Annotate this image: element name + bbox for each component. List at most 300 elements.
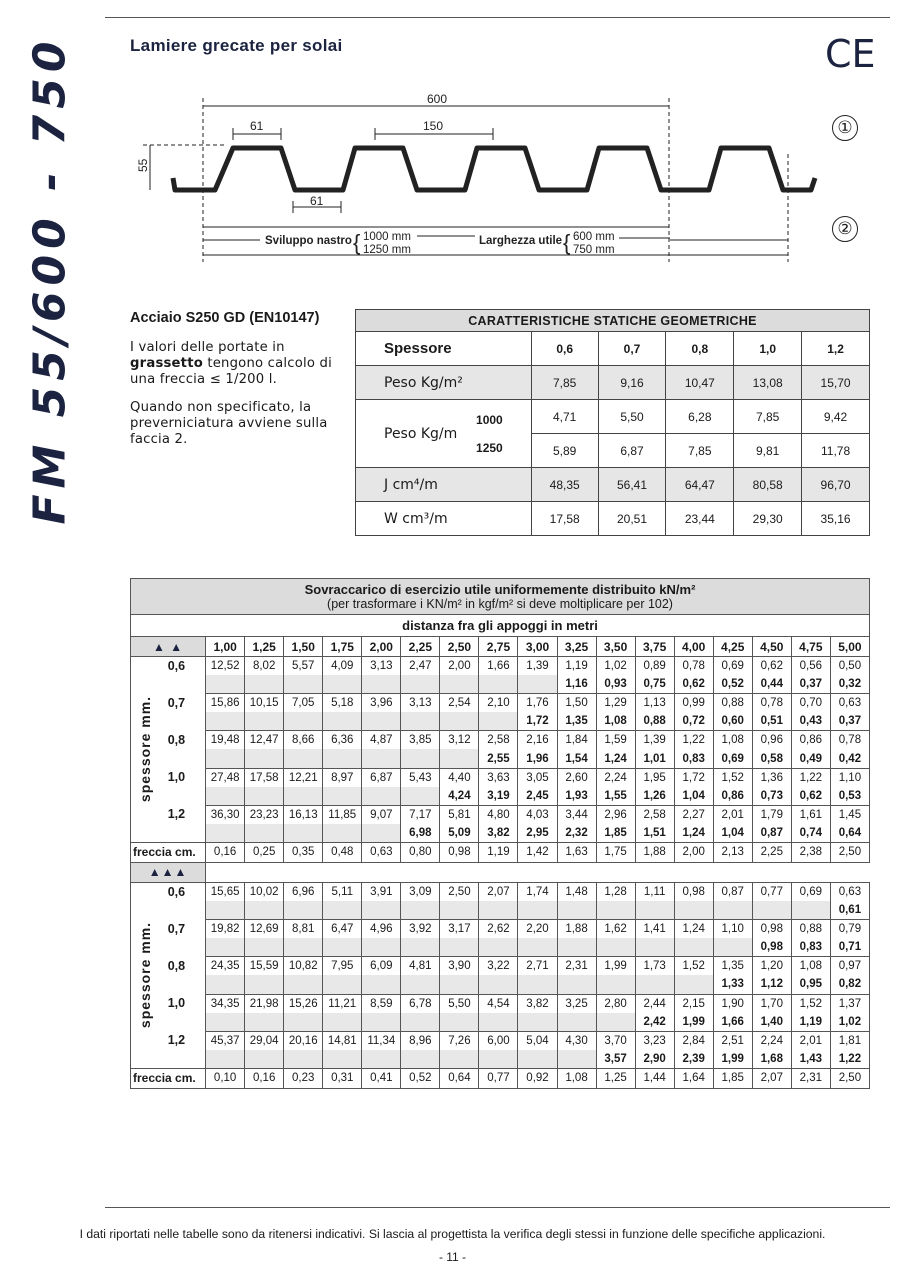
load-value: 0,50 bbox=[830, 657, 869, 676]
w-val: 23,44 bbox=[666, 502, 734, 536]
load-value-bold bbox=[323, 675, 362, 694]
freccia-value: 2,00 bbox=[674, 842, 713, 862]
load-value: 5,18 bbox=[323, 694, 362, 713]
thickness-label: 1,0 bbox=[131, 768, 206, 805]
load-value-bold: 1,72 bbox=[518, 712, 557, 731]
marker-1-icon: ① bbox=[832, 115, 858, 141]
freccia-value: 2,38 bbox=[791, 842, 830, 862]
spessore-val: 1,2 bbox=[802, 332, 870, 366]
load-value: 6,36 bbox=[323, 731, 362, 750]
span-header bbox=[479, 862, 518, 882]
brace-2-icon: { bbox=[563, 230, 571, 255]
load-value-bold: 0,71 bbox=[830, 938, 869, 957]
load-value: 1,52 bbox=[713, 768, 752, 787]
load-value-bold: 1,04 bbox=[674, 787, 713, 806]
load-value: 2,80 bbox=[596, 994, 635, 1013]
freccia-value: 2,07 bbox=[752, 1068, 791, 1088]
freccia-value: 0,41 bbox=[362, 1068, 401, 1088]
load-value-bold bbox=[518, 938, 557, 957]
sviluppo-1000: 1000 mm bbox=[363, 231, 411, 243]
span-header: 2,75 bbox=[479, 637, 518, 657]
load-value-bold: 1,22 bbox=[830, 1050, 869, 1069]
load-value-bold bbox=[713, 938, 752, 957]
load-value: 3,91 bbox=[362, 882, 401, 901]
load-value-bold bbox=[674, 975, 713, 994]
load-value: 1,10 bbox=[713, 920, 752, 939]
load-value-bold: 0,37 bbox=[830, 712, 869, 731]
larghezza-600: 600 mm bbox=[573, 231, 615, 243]
product-code-vertical: FM 55/600 - 750 bbox=[24, 35, 76, 525]
load-value: 1,20 bbox=[752, 957, 791, 976]
load-value-bold bbox=[674, 938, 713, 957]
load-value: 1,08 bbox=[791, 957, 830, 976]
load-value-bold bbox=[323, 975, 362, 994]
load-value: 0,69 bbox=[713, 657, 752, 676]
load-value: 15,65 bbox=[206, 882, 245, 901]
thickness-label: 0,8 bbox=[131, 731, 206, 768]
span-header: 1,50 bbox=[284, 637, 323, 657]
load-value-bold: 1,66 bbox=[713, 1013, 752, 1032]
load-value-bold: 1,93 bbox=[557, 787, 596, 806]
load-value: 1,39 bbox=[635, 731, 674, 750]
load-value: 10,15 bbox=[245, 694, 284, 713]
load-value: 4,03 bbox=[518, 805, 557, 824]
load-value-bold: 0,51 bbox=[752, 712, 791, 731]
load-value-bold bbox=[323, 1050, 362, 1069]
peso-m-1000-val: 4,71 bbox=[531, 400, 598, 434]
load-value: 3,17 bbox=[440, 920, 479, 939]
load-value-bold bbox=[206, 749, 245, 768]
span-header: 1,25 bbox=[245, 637, 284, 657]
load-value: 4,54 bbox=[479, 994, 518, 1013]
load-value: 1,95 bbox=[635, 768, 674, 787]
load-value: 4,80 bbox=[479, 805, 518, 824]
load-value: 12,47 bbox=[245, 731, 284, 750]
load-value-bold: 1,08 bbox=[596, 712, 635, 731]
load-value: 2,50 bbox=[440, 882, 479, 901]
load-value: 10,02 bbox=[245, 882, 284, 901]
load-value: 14,81 bbox=[323, 1031, 362, 1050]
load-value: 11,21 bbox=[323, 994, 362, 1013]
dim-55: 55 bbox=[136, 158, 150, 172]
distance-header: distanza fra gli appoggi in metri bbox=[131, 615, 870, 637]
peso-m-1000-val: 9,42 bbox=[802, 400, 870, 434]
load-value: 0,88 bbox=[713, 694, 752, 713]
load-value-bold bbox=[206, 975, 245, 994]
marker-2-icon: ② bbox=[832, 216, 858, 242]
support-icon: ▲ ▲ bbox=[131, 637, 206, 657]
load-value: 2,62 bbox=[479, 920, 518, 939]
peso-m-1250-val: 5,89 bbox=[531, 434, 598, 468]
load-value-bold bbox=[401, 675, 440, 694]
load-value-bold bbox=[206, 1050, 245, 1069]
load-value: 1,19 bbox=[557, 657, 596, 676]
load-value: 2,01 bbox=[791, 1031, 830, 1050]
load-value: 7,17 bbox=[401, 805, 440, 824]
spessore-val: 0,6 bbox=[531, 332, 598, 366]
load-value-bold bbox=[596, 975, 635, 994]
load-value-bold: 3,82 bbox=[479, 824, 518, 843]
load-value: 2,24 bbox=[596, 768, 635, 787]
load-title: Sovraccarico di esercizio utile uniformemente distribuito kN/m² bbox=[304, 581, 696, 597]
load-value-bold bbox=[323, 787, 362, 806]
load-value-bold bbox=[401, 749, 440, 768]
load-value: 8,96 bbox=[401, 1031, 440, 1050]
load-value-bold: 0,44 bbox=[752, 675, 791, 694]
load-value-bold: 1,24 bbox=[674, 824, 713, 843]
load-value-bold: 1,26 bbox=[635, 787, 674, 806]
dim-61-bottom: 61 bbox=[310, 194, 324, 208]
load-value: 2,71 bbox=[518, 957, 557, 976]
peso-m-1250-val: 6,87 bbox=[598, 434, 666, 468]
load-value-bold bbox=[518, 975, 557, 994]
load-value-bold: 0,32 bbox=[830, 675, 869, 694]
load-value: 3,05 bbox=[518, 768, 557, 787]
note-1a: I valori delle portate in bbox=[130, 340, 285, 355]
span-header bbox=[284, 862, 323, 882]
profile-diagram bbox=[105, 90, 825, 275]
load-value: 11,34 bbox=[362, 1031, 401, 1050]
load-value-bold bbox=[557, 975, 596, 994]
load-value: 8,66 bbox=[284, 731, 323, 750]
load-value-bold bbox=[323, 824, 362, 843]
load-value-bold bbox=[323, 901, 362, 920]
load-value-bold bbox=[674, 901, 713, 920]
load-value-bold: 0,82 bbox=[830, 975, 869, 994]
spessore-side-label: spessore mm. bbox=[137, 696, 154, 803]
load-value: 4,30 bbox=[557, 1031, 596, 1050]
brace-1-icon: { bbox=[353, 230, 361, 255]
load-value: 5,43 bbox=[401, 768, 440, 787]
freccia-value: 2,31 bbox=[791, 1068, 830, 1088]
load-value: 0,63 bbox=[830, 882, 869, 901]
span-header: 1,75 bbox=[323, 637, 362, 657]
notes-block bbox=[130, 310, 340, 460]
span-header: 4,25 bbox=[713, 637, 752, 657]
load-value-bold bbox=[323, 1013, 362, 1032]
load-value: 0,79 bbox=[830, 920, 869, 939]
load-value: 17,58 bbox=[245, 768, 284, 787]
j-val: 96,70 bbox=[802, 468, 870, 502]
load-value-bold: 0,74 bbox=[791, 824, 830, 843]
load-value: 4,81 bbox=[401, 957, 440, 976]
j-val: 56,41 bbox=[598, 468, 666, 502]
load-value: 4,87 bbox=[362, 731, 401, 750]
load-value: 1,22 bbox=[674, 731, 713, 750]
larghezza-label: Larghezza utile bbox=[479, 235, 563, 247]
load-value: 0,99 bbox=[674, 694, 713, 713]
freccia-value: 0,80 bbox=[401, 842, 440, 862]
load-value-bold bbox=[401, 712, 440, 731]
load-value-bold bbox=[479, 938, 518, 957]
span-header: 3,75 bbox=[635, 637, 674, 657]
load-value: 15,86 bbox=[206, 694, 245, 713]
load-value-bold: 1,12 bbox=[752, 975, 791, 994]
load-value: 12,21 bbox=[284, 768, 323, 787]
load-value-bold bbox=[479, 712, 518, 731]
load-value-bold: 0,62 bbox=[791, 787, 830, 806]
load-value: 3,92 bbox=[401, 920, 440, 939]
load-value: 1,41 bbox=[635, 920, 674, 939]
peso-m-label: Peso Kg/m bbox=[384, 425, 458, 442]
span-header bbox=[635, 862, 674, 882]
freccia-value: 0,48 bbox=[323, 842, 362, 862]
load-value-bold bbox=[245, 824, 284, 843]
load-value: 2,96 bbox=[596, 805, 635, 824]
load-value-bold bbox=[206, 901, 245, 920]
load-value-bold: 1,54 bbox=[557, 749, 596, 768]
load-value: 2,60 bbox=[557, 768, 596, 787]
load-value-bold bbox=[323, 712, 362, 731]
freccia-value: 1,85 bbox=[713, 1068, 752, 1088]
load-value: 6,87 bbox=[362, 768, 401, 787]
load-value-bold: 3,19 bbox=[479, 787, 518, 806]
peso-m2-val: 15,70 bbox=[802, 366, 870, 400]
load-value-bold: 0,62 bbox=[674, 675, 713, 694]
peso-m2-val: 7,85 bbox=[531, 366, 598, 400]
load-value: 5,50 bbox=[440, 994, 479, 1013]
support-icon: ▲▲▲ bbox=[131, 862, 206, 882]
load-value-bold: 0,95 bbox=[791, 975, 830, 994]
peso-m-cell bbox=[356, 400, 532, 468]
load-value: 1,99 bbox=[596, 957, 635, 976]
load-value-bold: 0,87 bbox=[752, 824, 791, 843]
freccia-value: 0,10 bbox=[206, 1068, 245, 1088]
load-value: 8,59 bbox=[362, 994, 401, 1013]
load-value-bold bbox=[479, 675, 518, 694]
w-val: 35,16 bbox=[802, 502, 870, 536]
span-header: 4,00 bbox=[674, 637, 713, 657]
note-bold-values bbox=[130, 340, 340, 388]
load-value-bold: 0,61 bbox=[830, 901, 869, 920]
load-value-bold: 2,39 bbox=[674, 1050, 713, 1069]
j-val: 64,47 bbox=[666, 468, 734, 502]
load-value-bold bbox=[362, 749, 401, 768]
thickness-label: 0,7 bbox=[131, 694, 206, 731]
load-value: 0,87 bbox=[713, 882, 752, 901]
load-value: 1,61 bbox=[791, 805, 830, 824]
load-value: 2,16 bbox=[518, 731, 557, 750]
span-header: 5,00 bbox=[830, 637, 869, 657]
load-value: 3,63 bbox=[479, 768, 518, 787]
span-header bbox=[674, 862, 713, 882]
load-value-bold bbox=[362, 675, 401, 694]
load-value-bold bbox=[245, 1050, 284, 1069]
load-value: 34,35 bbox=[206, 994, 245, 1013]
load-value-bold: 0,58 bbox=[752, 749, 791, 768]
span-header: 2,00 bbox=[362, 637, 401, 657]
load-value-bold bbox=[635, 975, 674, 994]
w-val: 20,51 bbox=[598, 502, 666, 536]
sviluppo-label: Sviluppo nastro bbox=[265, 235, 352, 247]
load-value: 23,23 bbox=[245, 805, 284, 824]
load-value: 1,35 bbox=[713, 957, 752, 976]
load-value: 11,85 bbox=[323, 805, 362, 824]
load-value-bold bbox=[245, 975, 284, 994]
load-value-bold bbox=[401, 975, 440, 994]
load-value: 6,09 bbox=[362, 957, 401, 976]
load-value-bold bbox=[206, 938, 245, 957]
load-value-bold: 0,60 bbox=[713, 712, 752, 731]
thickness-label: 0,7 bbox=[131, 920, 206, 957]
load-value: 2,01 bbox=[713, 805, 752, 824]
load-value-bold bbox=[557, 1013, 596, 1032]
load-value: 0,56 bbox=[791, 657, 830, 676]
load-value: 21,98 bbox=[245, 994, 284, 1013]
ce-mark-icon: CE bbox=[825, 32, 876, 76]
load-value-bold bbox=[596, 938, 635, 957]
load-value-bold: 1,99 bbox=[713, 1050, 752, 1069]
thickness-label: 1,2 bbox=[131, 1031, 206, 1068]
dim-61-top: 61 bbox=[250, 119, 264, 133]
load-value-bold: 5,09 bbox=[440, 824, 479, 843]
load-value-bold bbox=[557, 1050, 596, 1069]
load-value: 45,37 bbox=[206, 1031, 245, 1050]
load-value: 1,39 bbox=[518, 657, 557, 676]
freccia-value: 0,63 bbox=[362, 842, 401, 862]
load-value-bold: 1,24 bbox=[596, 749, 635, 768]
load-value: 3,44 bbox=[557, 805, 596, 824]
freccia-label: freccia cm. bbox=[131, 1068, 206, 1088]
load-value-bold: 1,33 bbox=[713, 975, 752, 994]
span-header bbox=[557, 862, 596, 882]
load-value-bold bbox=[440, 1013, 479, 1032]
load-value-bold: 0,64 bbox=[830, 824, 869, 843]
load-value: 16,13 bbox=[284, 805, 323, 824]
peso-m-1000-label: 1000 bbox=[476, 412, 503, 427]
load-value: 36,30 bbox=[206, 805, 245, 824]
load-value: 0,70 bbox=[791, 694, 830, 713]
load-value: 1,52 bbox=[674, 957, 713, 976]
load-value: 3,12 bbox=[440, 731, 479, 750]
load-value-bold bbox=[479, 901, 518, 920]
load-value-bold bbox=[362, 1013, 401, 1032]
peso-m2-val: 13,08 bbox=[734, 366, 802, 400]
load-value: 2,51 bbox=[713, 1031, 752, 1050]
j-label: J cm⁴/m bbox=[356, 468, 532, 502]
load-value-bold bbox=[284, 675, 323, 694]
load-value-bold bbox=[284, 1050, 323, 1069]
load-value: 5,04 bbox=[518, 1031, 557, 1050]
load-value-bold bbox=[206, 824, 245, 843]
freccia-value: 0,16 bbox=[245, 1068, 284, 1088]
spessore-label: Spessore bbox=[356, 332, 532, 366]
load-value: 1,88 bbox=[557, 920, 596, 939]
load-value-bold: 2,42 bbox=[635, 1013, 674, 1032]
load-value-bold: 0,83 bbox=[791, 938, 830, 957]
load-value-bold bbox=[245, 938, 284, 957]
load-value: 8,02 bbox=[245, 657, 284, 676]
load-value: 1,74 bbox=[518, 882, 557, 901]
load-value: 3,25 bbox=[557, 994, 596, 1013]
load-value: 6,78 bbox=[401, 994, 440, 1013]
load-value-bold: 1,35 bbox=[557, 712, 596, 731]
load-value: 2,15 bbox=[674, 994, 713, 1013]
load-value-bold bbox=[479, 1013, 518, 1032]
load-value: 1,81 bbox=[830, 1031, 869, 1050]
load-value: 20,16 bbox=[284, 1031, 323, 1050]
thickness-label: 0,6 bbox=[131, 657, 206, 694]
span-header bbox=[323, 862, 362, 882]
load-value: 1,13 bbox=[635, 694, 674, 713]
load-value: 2,84 bbox=[674, 1031, 713, 1050]
load-value: 5,57 bbox=[284, 657, 323, 676]
load-value-bold: 0,49 bbox=[791, 749, 830, 768]
peso-m-1000-val: 5,50 bbox=[598, 400, 666, 434]
span-header bbox=[440, 862, 479, 882]
load-value-bold bbox=[479, 1050, 518, 1069]
load-value: 1,72 bbox=[674, 768, 713, 787]
larghezza-750: 750 mm bbox=[573, 244, 615, 256]
load-value-bold: 2,45 bbox=[518, 787, 557, 806]
freccia-value: 0,35 bbox=[284, 842, 323, 862]
load-value-bold bbox=[752, 901, 791, 920]
load-value-bold: 1,16 bbox=[557, 675, 596, 694]
span-header: 4,75 bbox=[791, 637, 830, 657]
load-value: 2,58 bbox=[635, 805, 674, 824]
load-value: 1,48 bbox=[557, 882, 596, 901]
sviluppo-1250: 1250 mm bbox=[363, 244, 411, 256]
load-value: 3,09 bbox=[401, 882, 440, 901]
load-value-bold: 1,43 bbox=[791, 1050, 830, 1069]
freccia-value: 2,50 bbox=[830, 842, 869, 862]
load-value-bold bbox=[362, 824, 401, 843]
load-value-bold bbox=[401, 1050, 440, 1069]
load-value: 1,11 bbox=[635, 882, 674, 901]
span-header: 3,25 bbox=[557, 637, 596, 657]
bottom-rule bbox=[105, 1207, 890, 1208]
span-header bbox=[245, 862, 284, 882]
spessore-val: 0,8 bbox=[666, 332, 734, 366]
freccia-value: 0,77 bbox=[479, 1068, 518, 1088]
load-value-bold bbox=[362, 901, 401, 920]
load-value-bold bbox=[245, 712, 284, 731]
load-value-bold: 1,02 bbox=[830, 1013, 869, 1032]
load-value-bold bbox=[713, 901, 752, 920]
freccia-value: 1,64 bbox=[674, 1068, 713, 1088]
load-value-bold bbox=[245, 749, 284, 768]
load-value: 1,52 bbox=[791, 994, 830, 1013]
load-value-bold: 0,72 bbox=[674, 712, 713, 731]
load-value: 3,85 bbox=[401, 731, 440, 750]
span-header bbox=[830, 862, 869, 882]
load-table bbox=[130, 578, 870, 1089]
load-value-bold: 0,42 bbox=[830, 749, 869, 768]
load-value-bold: 4,24 bbox=[440, 787, 479, 806]
load-value-bold bbox=[206, 712, 245, 731]
note-1-bold: grassetto bbox=[130, 356, 203, 371]
load-value-bold bbox=[206, 675, 245, 694]
load-value-bold bbox=[557, 938, 596, 957]
thickness-label: 1,2 bbox=[131, 805, 206, 842]
load-value-bold bbox=[362, 1050, 401, 1069]
load-value-bold bbox=[401, 938, 440, 957]
load-value-bold bbox=[518, 1013, 557, 1032]
load-value: 0,86 bbox=[791, 731, 830, 750]
load-value: 6,00 bbox=[479, 1031, 518, 1050]
w-label: W cm³/m bbox=[356, 502, 532, 536]
load-value: 1,37 bbox=[830, 994, 869, 1013]
j-val: 48,35 bbox=[531, 468, 598, 502]
load-value-bold: 0,73 bbox=[752, 787, 791, 806]
steel-grade: Acciaio S250 GD (EN10147) bbox=[130, 310, 320, 326]
freccia-label: freccia cm. bbox=[131, 842, 206, 862]
load-value: 1,79 bbox=[752, 805, 791, 824]
load-value: 1,24 bbox=[674, 920, 713, 939]
load-value: 7,26 bbox=[440, 1031, 479, 1050]
load-value-bold bbox=[245, 901, 284, 920]
load-value-bold bbox=[284, 1013, 323, 1032]
